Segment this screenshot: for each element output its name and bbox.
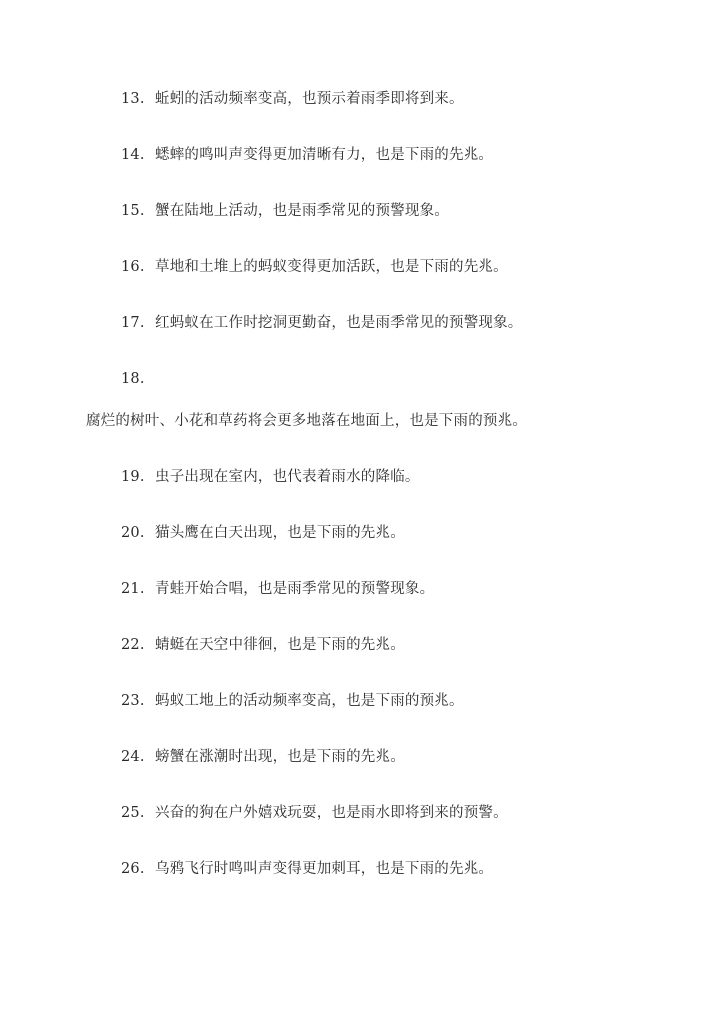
list-item-22 [121,635,405,655]
item-text: 虫子出现在室内，也代表着雨水的降临。 [155,469,420,485]
item-number: 25. [121,805,145,821]
list-item-24 [121,747,405,767]
list-item-26 [121,859,493,879]
list-item-15 [121,201,449,221]
list-item-18-number [121,369,155,389]
item-number: 22. [121,637,145,653]
item-text: 蜻蜓在天空中徘徊，也是下雨的先兆。 [155,637,405,653]
list-item-17 [121,313,523,333]
list-item-19 [121,467,420,487]
list-item-18-text [86,411,527,431]
item-number: 18. [121,371,145,387]
item-text: 猫头鹰在白天出现，也是下雨的先兆。 [155,525,405,541]
item-number: 14. [121,147,145,163]
item-number: 23. [121,693,145,709]
item-number: 16. [121,259,145,275]
item-number: 24. [121,749,145,765]
list-item-25 [121,803,508,823]
item-number: 19. [121,469,145,485]
list-item-20 [121,523,405,543]
item-text: 草地和土堆上的蚂蚁变得更加活跃，也是下雨的先兆。 [155,259,508,275]
item-number: 17. [121,315,145,331]
list-item-14 [121,145,493,165]
item-text: 兴奋的狗在户外嬉戏玩耍，也是雨水即将到来的预警。 [155,805,508,821]
item-text: 蟹在陆地上活动，也是雨季常见的预警现象。 [155,203,449,219]
item-number: 26. [121,861,145,877]
item-number: 20. [121,525,145,541]
list-item-21 [121,579,434,599]
item-text: 蚂蚁工地上的活动频率变高，也是下雨的预兆。 [155,693,464,709]
item-number: 13. [121,91,145,107]
item-text: 腐烂的树叶、小花和草药将会更多地落在地面上，也是下雨的预兆。 [86,413,527,429]
item-number: 15. [121,203,145,219]
item-number: 21. [121,581,145,597]
list-item-13 [121,89,464,109]
item-text: 青蛙开始合唱，也是雨季常见的预警现象。 [155,581,435,597]
item-text: 螃蟹在涨潮时出现，也是下雨的先兆。 [155,749,405,765]
list-item-23 [121,691,464,711]
item-text: 蟋蟀的鸣叫声变得更加清晰有力，也是下雨的先兆。 [155,147,494,163]
item-text: 乌鸦飞行时鸣叫声变得更加刺耳，也是下雨的先兆。 [155,861,494,877]
list-item-16 [121,257,508,277]
item-text: 红蚂蚁在工作时挖洞更勤奋，也是雨季常见的预警现象。 [155,315,523,331]
item-text: 蚯蚓的活动频率变高，也预示着雨季即将到来。 [155,91,464,107]
